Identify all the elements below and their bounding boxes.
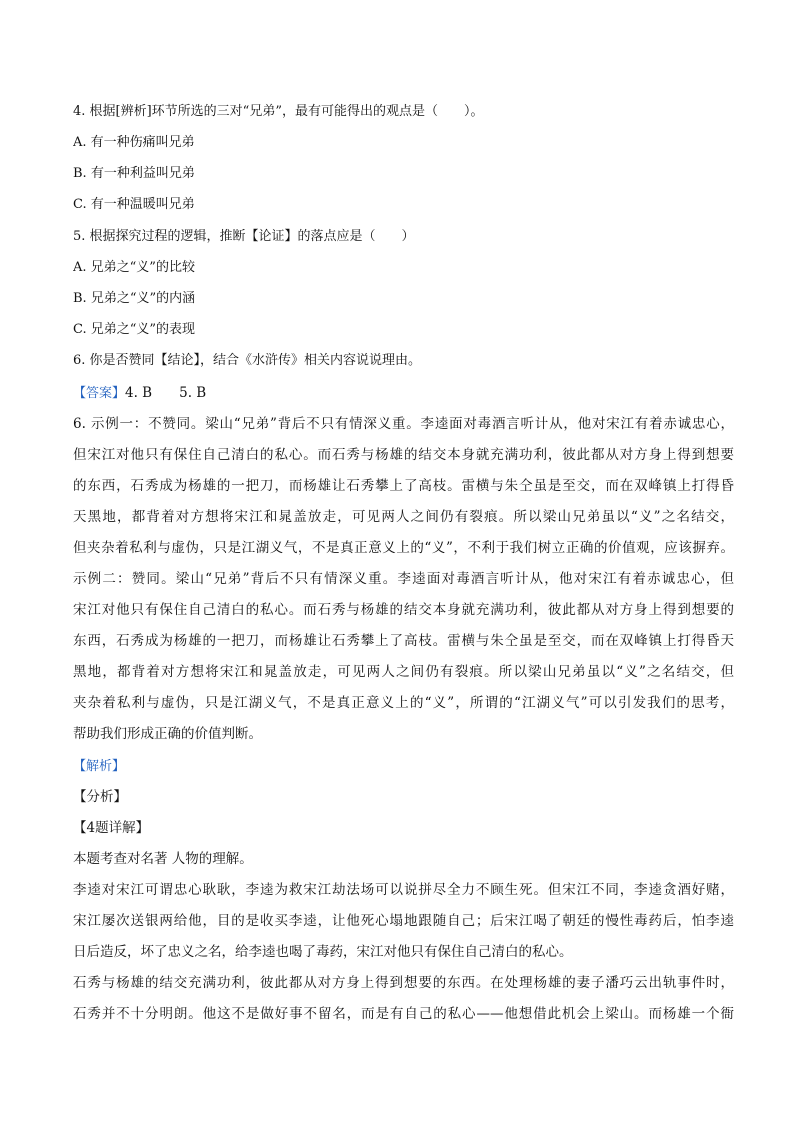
analysis-line: 石秀并不十分明朗。他这不是做好事不留名，而是有自己的私心——他想借此机会上梁山。而杨雄一个衙	[73, 1006, 734, 1022]
question-5-option-c: C. 兄弟之“义”的表现	[73, 322, 196, 337]
analysis-line: 李逵对宋江可谓忠心耿耿，李逵为救宋江劫法场可以说拼尽全力不顾生死。但宋江不同，李逵贪酒好赌，	[73, 882, 734, 898]
analysis-label-row	[73, 756, 734, 777]
answer-line: 但宋江对他只有保住自己清白的私心。而石秀与杨雄的结交本身就充满功利，彼此都从对方身上得到想要	[73, 447, 734, 463]
answer-line: 宋江对他只有保住自己清白的私心。而石秀与杨雄的结交本身就充满功利，彼此都从对方身上得到想要的	[73, 602, 734, 618]
analysis-detail-label: 【4题详解】	[73, 820, 150, 836]
answer-line: 的东西，石秀成为杨雄的一把刀，而杨雄让石秀攀上了高枝。雷横与朱仝虽是至交，而在双峰镇上打得昏	[73, 478, 734, 494]
analysis-line: 宋江屡次送银两给他，目的是收买李逵，让他死心塌地跟随自己；后宋江喝了朝廷的慢性毒药后，怕李逵	[73, 913, 734, 929]
question-5-option-b: B. 兄弟之“义”的内涵	[73, 291, 196, 306]
answer-line: 6. 示例一：不赞同。梁山“兄弟”背后不只有情深义重。李逵面对毒酒言听计从，他对宋江有着赤诚忠心，	[73, 416, 734, 432]
answer-line: 但夹杂着私利与虚伪，只是江湖义气，不是真正意义上的“义”，不利于我们树立正确的价值观，应该摒弃。	[73, 540, 734, 556]
answer-line: 东西，石秀成为杨雄的一把刀，而杨雄让石秀攀上了高枝。雷横与朱仝虽是至交，而在双峰镇上打得昏天	[73, 633, 734, 649]
question-6-stem: 6. 你是否赞同【结论】，结合《水浒传》相关内容说说理由。	[73, 353, 422, 368]
analysis-line: 本题考查对名著 人物的理解。	[73, 851, 253, 867]
answer-line: 夹杂着私利与虚伪，只是江湖义气，不是真正意义上的“义”，所谓的“江湖义气”可以引发我们的思考，	[73, 695, 734, 711]
question-4-stem: 4. 根据[辨析]环节所选的三对“兄弟”，最有可能得出的观点是（ ）。	[73, 104, 484, 119]
answer-values: 4. B 5. B	[125, 385, 207, 401]
question-4-option-c: C. 有一种温暖叫兄弟	[73, 197, 195, 212]
answer-row	[73, 383, 734, 404]
question-4-option-a: A. 有一种伤痛叫兄弟	[73, 135, 195, 150]
analysis-sub-label: 【分析】	[73, 789, 127, 805]
answer-line: 天黑地，都背着对方想将宋江和晁盖放走，可见两人之间仍有裂痕。所以梁山兄弟虽以“义”之名结交，	[73, 509, 734, 525]
answer-label: 【答案】	[73, 386, 126, 401]
answer-line: 黑地，都背着对方想将宋江和晁盖放走，可见两人之间仍有裂痕。所以梁山兄弟虽以“义”之名结交，但	[73, 664, 734, 680]
answer-line: 帮助我们形成正确的价值判断。	[73, 726, 262, 742]
answer-line: 示例二：赞同。梁山“兄弟”背后不只有情深义重。李逵面对毒酒言听计从，他对宋江有着赤诚忠心，但	[73, 571, 734, 587]
analysis-label: 【解析】	[73, 759, 126, 774]
question-5-stem: 5. 根据探究过程的逻辑，推断【论证】的落点应是（ ）	[73, 229, 415, 244]
question-5-option-a: A. 兄弟之“义”的比较	[73, 260, 195, 275]
analysis-line: 日后造反，坏了忠义之名，给李逵也喝了毒药，宋江对他只有保住自己清白的私心。	[73, 944, 573, 960]
analysis-line: 石秀与杨雄的结交充满功利，彼此都从对方身上得到想要的东西。在处理杨雄的妻子潘巧云出轨事件时，	[73, 975, 734, 991]
question-4-option-b: B. 有一种利益叫兄弟	[73, 166, 195, 181]
